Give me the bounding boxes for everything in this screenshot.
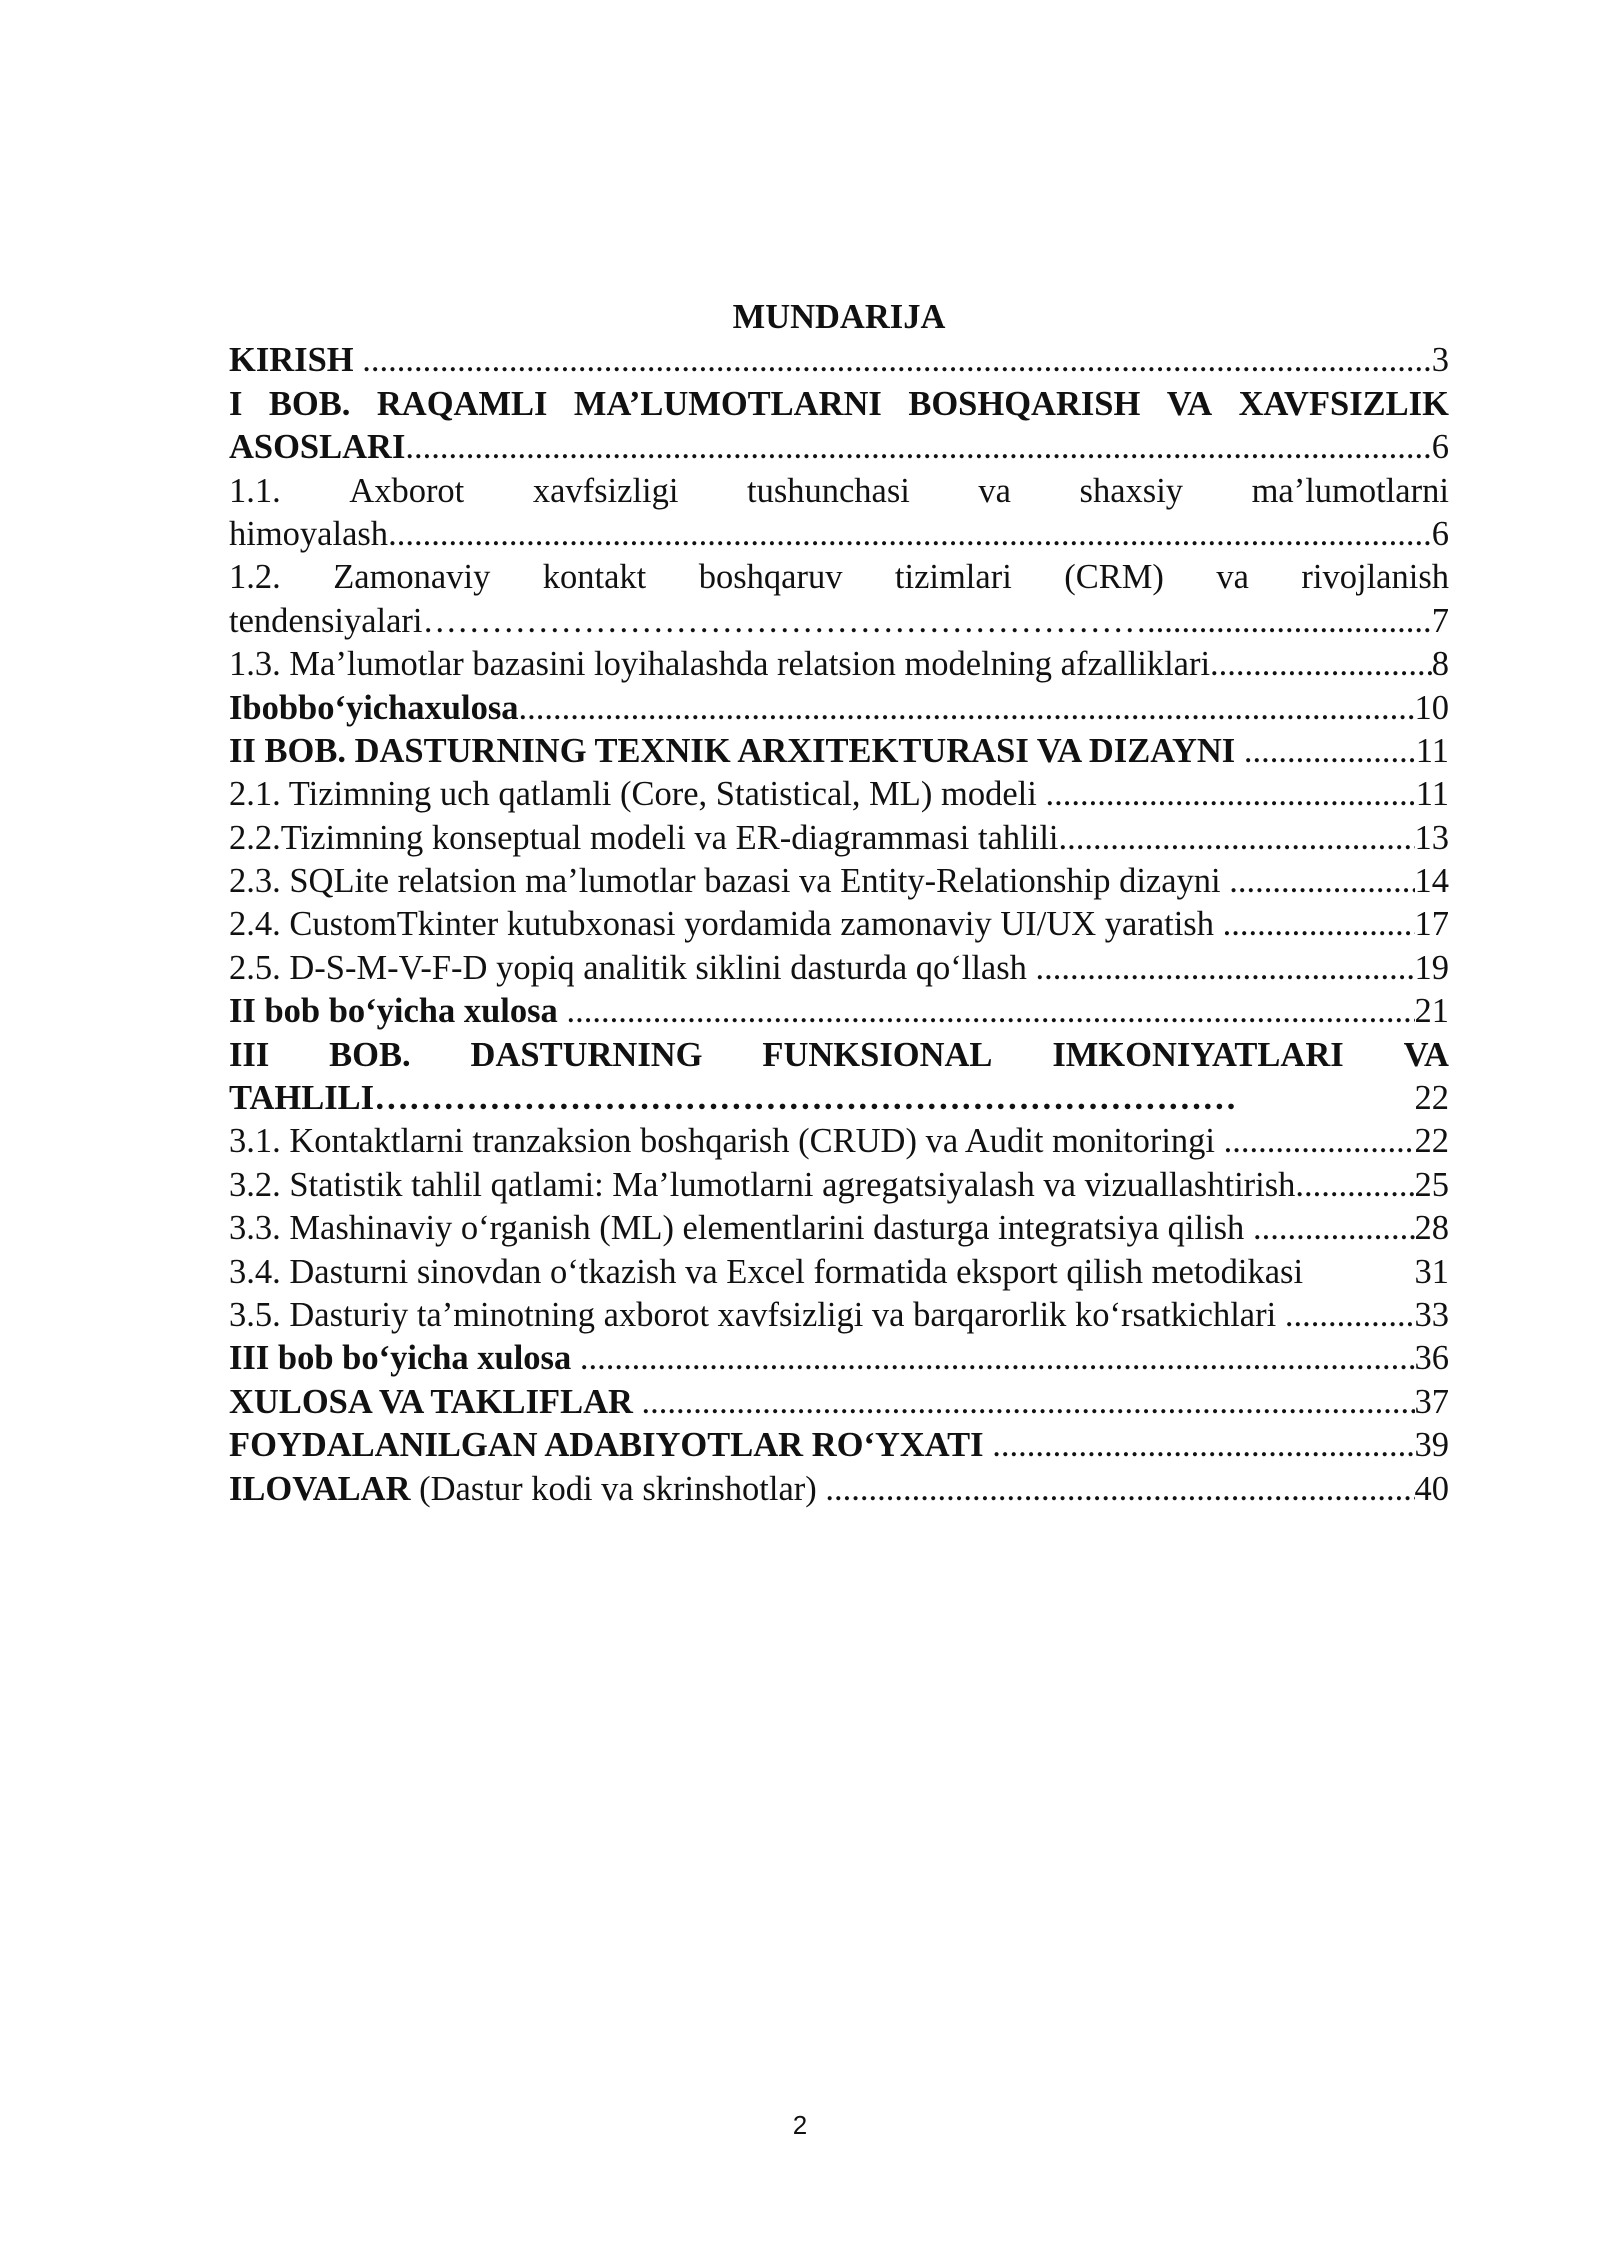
toc-entry-title: 3.2. Statistik tahlil qatlami: Ma’lumotlarni agregatsiyalash va vizuallashtirish [229,1165,1296,1204]
toc-entry-page: 17 [1414,905,1449,944]
toc-entry-title: 1.3. Ma’lumotlar bazasini loyihalashda relatsion modelning afzalliklari [229,645,1211,684]
toc-entry-page: 28 [1414,1209,1449,1248]
toc-entry-continuation[interactable] [229,426,1449,469]
toc-entry-title: himoyalash [229,514,389,553]
toc-entry-word: tizimlari [894,558,1012,597]
toc-entry-page: 7 [1431,601,1449,640]
toc-entry-word: Axborot [349,471,465,510]
toc-entry[interactable] [229,556,1449,599]
toc-entry-title: TAHLILI………………………………………………………………… [229,1079,1237,1118]
toc-entry-page: 22 [1414,1122,1449,1161]
toc-entry-word: MA’LUMOTLARNI [573,384,882,423]
toc-entry-page: 6 [1431,428,1449,467]
page-number: 2 [792,2110,808,2140]
toc-entry[interactable] [229,860,1449,903]
toc-entry[interactable] [229,1207,1449,1250]
toc-entry-title: 3.3. Mashinaviy o‘rganish (ML) elementlarini dasturga integratsiya qilish [229,1209,1253,1248]
toc-entry-title: III bob bo‘yicha xulosa [229,1339,580,1378]
toc-entry-continuation[interactable] [229,513,1449,556]
toc-entry-word: I [229,384,243,423]
toc-entry-word: IMKONIYATLARI [1052,1035,1344,1074]
toc-entry-title: 3.4. Dasturni sinovdan o‘tkazish va Excel formatida eksport qilish metodikasi [229,1252,1304,1291]
toc-entry-page: 22 [1414,1079,1449,1118]
toc-entry-continuation[interactable] [229,1077,1449,1120]
toc-entry-page: 39 [1414,1426,1449,1465]
toc-title: MUNDARIJA [732,298,946,336]
toc-entry-title: Ibobbo‘yichaxulosa [229,688,519,727]
toc-entry[interactable] [229,1034,1449,1077]
toc-entry-page: 21 [1414,992,1449,1031]
toc-entry[interactable] [229,1424,1449,1467]
toc-entry-page: 6 [1431,514,1449,553]
toc-entry-word: 1.1. [229,471,281,510]
toc-entry-page: 10 [1414,688,1449,727]
toc-entry[interactable] [229,1468,1449,1511]
toc-entry-word: XAVFSIZLIK [1238,384,1449,423]
toc-entry-title: II bob bo‘yicha xulosa [229,992,567,1031]
toc-entry-word: BOB. [329,1035,411,1074]
toc-entry-word: III [229,1035,270,1074]
toc-entry[interactable] [229,730,1449,773]
toc-entry-subtitle: (Dastur kodi va skrinshotlar) [410,1469,826,1508]
toc-entry-word: FUNKSIONAL [762,1035,993,1074]
toc-entry-word: 1.2. [229,558,281,597]
toc-entry-word: RAQAMLI [376,384,548,423]
toc-entry[interactable] [229,470,1449,513]
toc-entry[interactable] [229,817,1449,860]
toc-entry-word: boshqaruv [698,558,843,597]
toc-entry[interactable] [229,990,1449,1033]
toc-entry-title: ASOSLARI [229,428,406,467]
toc-entry-word: kontakt [542,558,647,597]
toc-entry[interactable] [229,1164,1449,1207]
toc-entry-title: XULOSA VA TAKLIFLAR [229,1382,642,1421]
toc-entry-word: Zamonaviy [333,558,491,597]
toc-entry[interactable] [229,1251,1449,1294]
toc-entry[interactable] [229,903,1449,946]
toc-entry[interactable] [229,947,1449,990]
table-of-contents [229,296,1449,1511]
toc-entry-title: 2.4. CustomTkinter kutubxonasi yordamida zamonaviy UI/UX yaratish [229,905,1223,944]
toc-entry[interactable] [229,1381,1449,1424]
toc-entry-title: KIRISH [229,341,363,380]
toc-entry-page: 40 [1414,1469,1449,1508]
toc-entry-word: DASTURNING [470,1035,703,1074]
toc-entry-word: xavfsizligi [532,471,679,510]
toc-entry-word: VA [1403,1035,1449,1074]
toc-entry-title: tendensiyalari………………………………………………………. [229,601,1156,640]
toc-entry-title: 2.5. D-S-M-V-F-D yopiq analitik siklini dasturda qo‘llash [229,948,1036,987]
toc-entry[interactable] [229,339,1449,382]
toc-entry-page: 11 [1415,731,1449,770]
toc-entry-word: rivojlanish [1301,558,1449,597]
toc-entry-title: 3.5. Dasturiy ta’minotning axborot xavfsizligi va barqarorlik ko‘rsatkichlari [229,1295,1285,1334]
toc-entry-page: 31 [1414,1252,1449,1291]
toc-entry-word: tushunchasi [746,471,910,510]
toc-entry-word: shaxsiy [1079,471,1184,510]
toc-entry-word: va [978,471,1011,510]
toc-entry-title: II BOB. DASTURNING TEXNIK ARXITEKTURASI VA DIZAYNI [229,731,1244,770]
toc-entry-page: 14 [1414,862,1449,901]
toc-entry-page: 36 [1414,1339,1449,1378]
toc-entry-title: FOYDALANILGAN ADABIYOTLAR RO‘YXATI [229,1426,993,1465]
toc-entry-page: 25 [1414,1165,1449,1204]
toc-entry[interactable] [229,643,1449,686]
toc-entry-word: VA [1166,384,1213,423]
toc-entry[interactable] [229,773,1449,816]
toc-entry-title: 2.3. SQLite relatsion ma’lumotlar bazasi va Entity-Relationship dizayni [229,862,1230,901]
toc-entry[interactable] [229,383,1449,426]
toc-entry-title: 2.1. Tizimning uch qatlamli (Core, Statistical, ML) modeli [229,775,1046,814]
toc-entry-title: ILOVALAR [229,1469,411,1508]
toc-entry-page: 3 [1431,341,1449,380]
toc-entry-word: va [1216,558,1249,597]
toc-entry[interactable] [229,1337,1449,1380]
toc-entry-continuation[interactable] [229,600,1449,643]
toc-entry[interactable] [229,1120,1449,1163]
toc-entry-title: 3.1. Kontaktlarni tranzaksion boshqarish (CRUD) va Audit monitoringi [229,1122,1224,1161]
toc-entry-word: ma’lumotlarni [1251,471,1449,510]
toc-entry-word: BOSHQARISH [908,384,1141,423]
toc-entry-word: (CRM) [1064,558,1164,597]
toc-entry[interactable] [229,687,1449,730]
toc-entry-page: 8 [1431,645,1449,684]
toc-entry-page: 19 [1414,948,1449,987]
toc-entry[interactable] [229,1294,1449,1337]
toc-entry-page: 13 [1414,818,1449,857]
toc-entry-page: 11 [1415,775,1449,814]
toc-entry-title: 2.2.Tizimning konseptual modeli va ER-diagrammasi tahlili [229,818,1059,857]
toc-entry-page: 33 [1414,1295,1449,1334]
toc-entry-page: 37 [1414,1382,1449,1421]
toc-entry-word: BOB. [268,384,351,423]
